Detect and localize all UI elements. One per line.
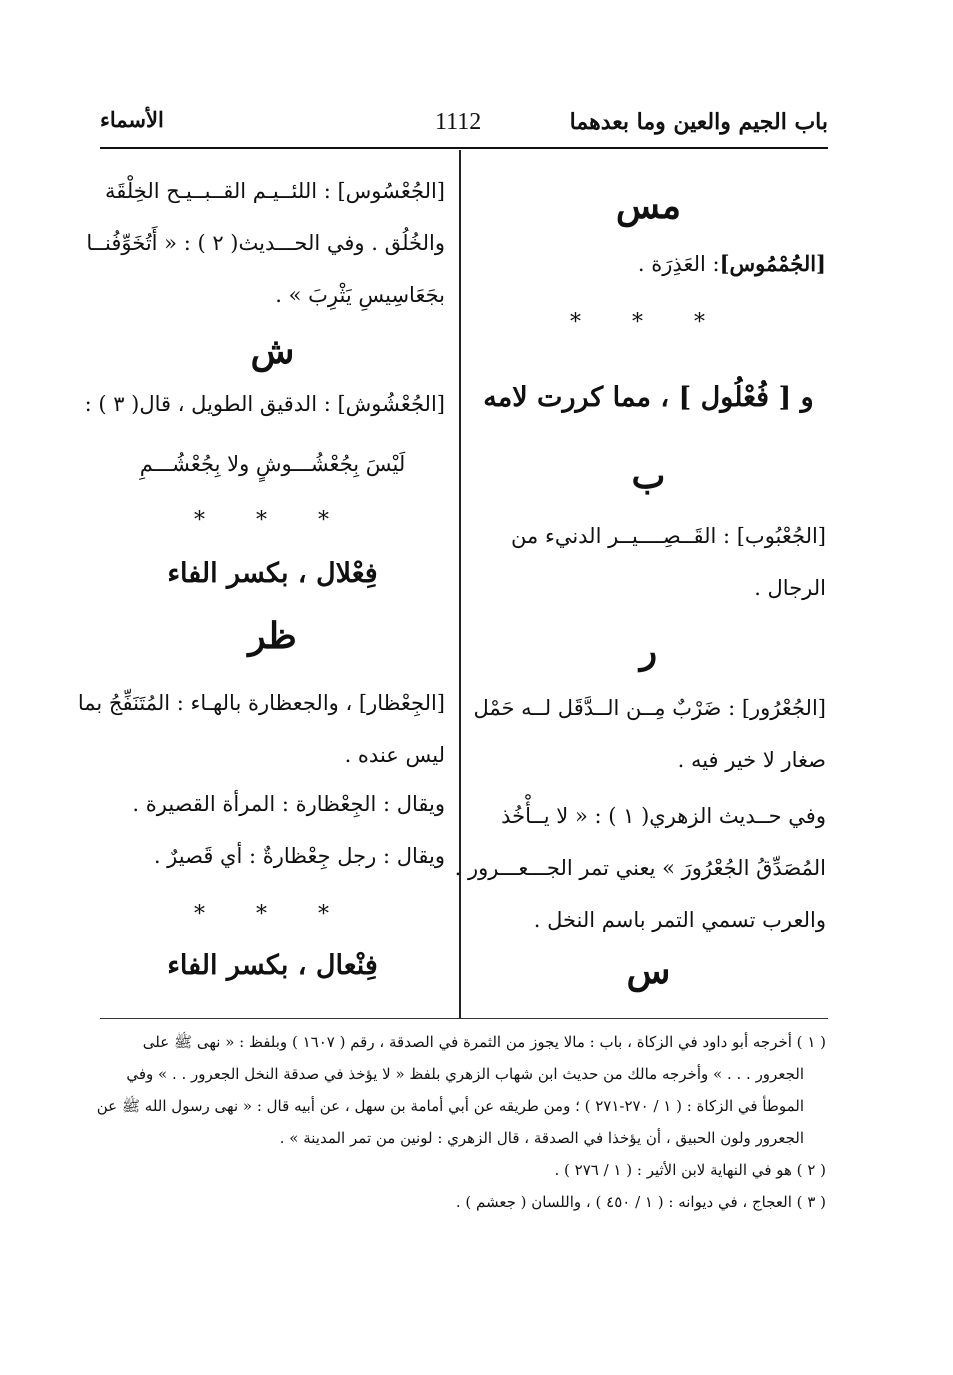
- page-number: 1112: [435, 109, 482, 135]
- entry-jushush: [84, 378, 445, 430]
- poetry-verse: [100, 438, 445, 490]
- letter-heading-r: ر: [639, 630, 658, 672]
- pattern-heading-fulul: و [ فُعْلُول ] ، مما كررت لامه: [483, 382, 814, 413]
- entry-line: ليس عنده .: [344, 743, 445, 767]
- entry-line: الرجال .: [754, 576, 826, 600]
- letter-heading-s: س: [626, 950, 671, 992]
- entry-jumus: [471, 238, 826, 290]
- footnote-1-cont: الجعرور ولون الحبيق ، أن يؤخذا في الصدقة ، قال الزهري : لونين من تمر المدينة » .: [279, 1129, 804, 1147]
- entry-line: صغار لا خير فيه .: [677, 748, 826, 772]
- letter-heading-sh: ش: [250, 330, 295, 372]
- section-title: الأسماء: [100, 107, 164, 132]
- footnote-1: ( ١ ) أخرجه أبو داود في الزكاة ، باب : مالا يجوز من الثمرة في الصدقة ، رقم ( ١٦٠٧ ) وبلفظ : « نهى ﷺ على: [142, 1033, 826, 1051]
- footnote-rule: [100, 1018, 828, 1019]
- entry-jitzar: [77, 677, 445, 781]
- entry-line: والخُلُق . وفي الحـــديث( ٢ ) : « أَتُخَوِّفُنــا: [86, 231, 445, 255]
- separator-stars: * * *: [194, 508, 351, 533]
- entry-line: [الجُعْبُوب] : القَــصِــــيــر الدنيء من: [511, 524, 826, 548]
- entry-definition: : العَذِرَة .: [637, 252, 720, 276]
- entry-jurur: [471, 682, 826, 786]
- entry-term: [الجُمْمُوس]: [719, 251, 826, 276]
- separator-stars: * * *: [194, 902, 351, 927]
- footnote-3: ( ٣ ) العجاج ، في ديوانه : ( ١ / ٤٥٠ ) ، واللسان ( جعشم ) .: [455, 1193, 826, 1211]
- letter-heading-b: ب: [631, 455, 666, 497]
- entry-line: [الجُعْشُوش] : الدقيق الطويل ، قال( ٣ ) :: [84, 392, 445, 416]
- footnotes: [98, 1026, 826, 1218]
- pattern-heading-fial: فِنْعال ، بكسر الفاء: [167, 950, 378, 981]
- entry-line: [الجِعْظار] ، والجعظارة بالهـاء : المُتَنَفِّجُ بما: [77, 691, 445, 715]
- page-header: [100, 103, 828, 143]
- entry-line: بجَعَاسِيسِ يَثْرِبَ » .: [275, 283, 445, 307]
- footnote-1-cont: الموطأ في الزكاة : ( ١ / ٢٧٠-٢٧١ ) ؛ ومن طريقه عن أبي أمامة بن سهل ، عن أبيه قال : « نهى رسول الله ﷺ عن: [96, 1097, 804, 1115]
- entry-line: ويقال : الجِعْظارة : المرأة القصيرة .: [132, 792, 445, 816]
- separator-stars: * * *: [570, 310, 727, 335]
- entry-line: وفي حــديث الزهري( ١ ) : « لا يــأْخُذ: [501, 804, 826, 828]
- letter-heading-ms: مس: [615, 185, 682, 227]
- chapter-title: باب الجيم والعين وما بعدهما: [569, 109, 828, 135]
- entry-line: [الجُعْرُور] : ضَرْبٌ مِــن الــدَّقَل لــه حَمْل: [473, 696, 826, 720]
- entry-line: والعرب تسمي التمر باسم النخل .: [533, 908, 826, 932]
- pattern-heading-filal: فِعْلال ، بكسر الفاء: [167, 558, 378, 589]
- entry-line: [الجُعْسُوس] : اللئــيـم القــبــيـح الخِلْقَة: [104, 179, 445, 203]
- footnote-1-cont: الجعرور . . . » وأخرجه مالك من حديث ابن شهاب الزهري بلفظ « لا يؤخذ في صدقة النخل الجعرور . . » وفي: [126, 1065, 804, 1083]
- entry-line: المُصَدِّقُ الجُعْرُورَ » يعني تمر الجـــعـــرور .: [454, 856, 826, 880]
- entry-jubub: [471, 510, 826, 614]
- entry-yuqal: [100, 778, 445, 882]
- hadith-zuhri: [454, 790, 826, 946]
- entry-line: ويقال : رجل جِعْظارةٌ : أي قَصيرٌ .: [153, 844, 445, 868]
- footnote-2: ( ٢ ) هو في النهاية لابن الأثير : ( ١ / ٢٧٦ ) .: [554, 1161, 826, 1179]
- header-rule: [100, 147, 828, 149]
- letter-heading-tz: ظر: [248, 615, 297, 657]
- verse-line: لَيْسَ بِجُعْشُـــوشٍ ولا بِجُعْشُـــمِ: [139, 452, 406, 476]
- entry-jusus: [86, 165, 445, 321]
